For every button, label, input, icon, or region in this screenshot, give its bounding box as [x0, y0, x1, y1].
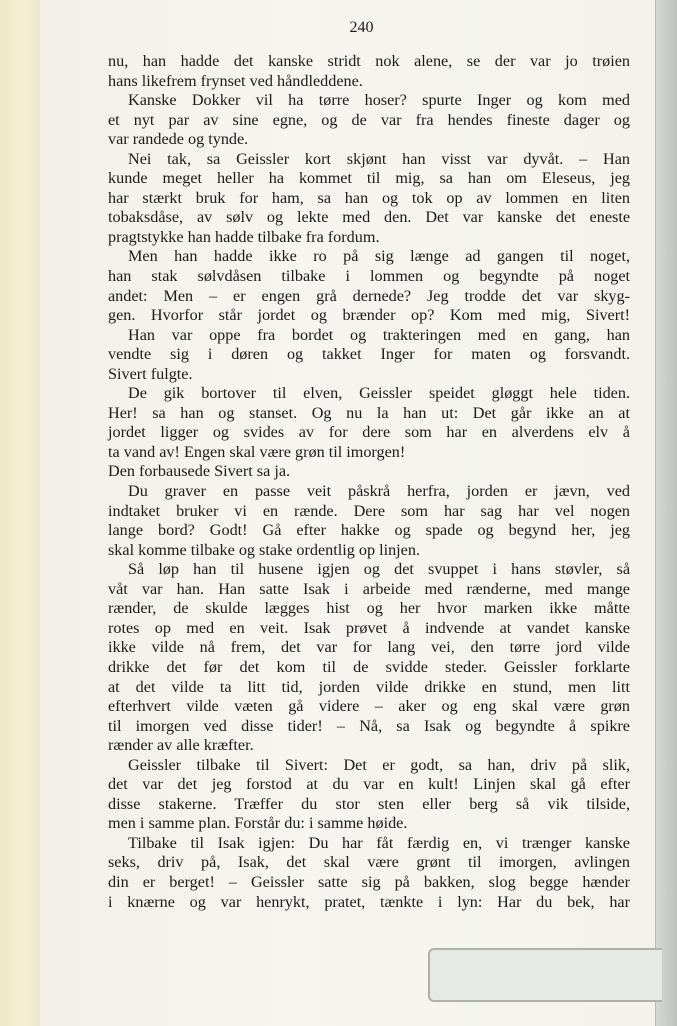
text-line: jordet ligger og svides av for dere som har en alverdens elv å	[108, 423, 630, 442]
text-line: har stærkt bruk for ham, sa han og tok op av lommen en liten	[108, 188, 630, 207]
text-line: Men han hadde ikke ro på sig længe ad gangen til noget,	[128, 247, 630, 266]
text-line: lange bord? Godt! Gå efter hakke og spade og begynd her, jeg	[108, 521, 630, 540]
text-line: Den forbausede Sivert sa ja.	[108, 462, 291, 481]
text-line: Så løp han til husene igjen og det svuppet i hans støvler, så	[128, 560, 630, 579]
text-line: seks, driv på, Isak, det skal være grønt til imorgen, avlingen	[108, 853, 630, 872]
text-line: Kanske Dokker vil ha tørre hoser? spurte Inger og kom med	[128, 91, 630, 110]
text-line: kunde meget heller ha kommet til mig, sa han om Eleseus, jeg	[108, 169, 630, 188]
text-line: ikke vilde nå frem, det var for lang vei, den tørre jord vilde	[108, 638, 630, 657]
text-line: andet: Men – er engen grå dernede? Jeg trodde det var skyg-	[108, 286, 630, 305]
text-line: disse stakerne. Træffer du stor sten eller berg så vik tilside,	[108, 794, 630, 813]
text-line: skal komme tilbake og stake ordentlig op linjen.	[108, 540, 420, 559]
text-line: rotes op med en veit. Isak prøvet å indvende at vandet kanske	[108, 618, 630, 637]
text-line: ta vand av! Engen skal være grøn til imorgen!	[108, 442, 406, 461]
text-line: vendte sig i døren og takket Inger for maten og forsvandt.	[108, 345, 630, 364]
text-line: gen. Hvorfor står jordet og brænder op? Kom med mig, Sivert!	[108, 306, 630, 325]
text-line: Du graver en passe veit påskrå herfra, jorden er jævn, ved	[128, 482, 630, 501]
text-line: pragtstykke han hadde tilbake fra fordum.	[108, 227, 380, 246]
page-number: 240	[349, 19, 374, 36]
text-line: Nei tak, sa Geissler kort skjønt han visst var dyvåt. – Han	[128, 149, 630, 168]
text-line: våt var han. Han satte Isak i arbeide med rænderne, med mange	[108, 579, 630, 598]
text-line: var randede og tynde.	[108, 130, 249, 149]
text-line: nu, han hadde det kanske stridt nok alene, se der var jo trøien	[108, 52, 630, 70]
text-line: De gik bortover til elven, Geissler speidet gløggt hele tiden.	[128, 384, 630, 403]
text-line: han stak sølvdåsen tilbake i lommen og begyndte på noget	[108, 267, 630, 286]
text-line: til imorgen ved disse tider! – Nå, sa Isak og begyndte å spikre	[108, 716, 630, 735]
text-line: tobaksdåse, av sølv og lekte med den. Det var kanske det eneste	[108, 208, 630, 227]
body-text	[108, 52, 630, 912]
text-line: i knærne og var henrykt, pratet, tænkte i lyn: Har du bek, har	[108, 892, 630, 911]
text-line: at det vilde ta litt tid, jorden vilde drikke en stund, men litt	[108, 677, 630, 696]
page-edge-left	[0, 0, 40, 1026]
text-line: efterhvert vilde væten gå videre – aker og eng skal være grøn	[108, 697, 630, 716]
text-line: indtaket bruker vi en rænde. Dere som har sag har vel nogen	[108, 501, 630, 520]
text-line: rænder av alle kræfter.	[108, 736, 254, 755]
text-line: et nyt par av sine egne, og de var fra hendes fineste dager og	[108, 110, 630, 129]
scan-edge-right	[655, 0, 677, 1026]
page-tab-marker	[428, 948, 662, 1002]
text-line: Han var oppe fra bordet og trakteringen med en gang, han	[128, 325, 630, 344]
text-line: det var det jeg forstod at du var en kult! Linjen skal gå efter	[108, 775, 630, 794]
text-line: din er berget! – Geissler satte sig på bakken, slog begge hænder	[108, 872, 630, 891]
text-line: hans likefrem frynset ved håndleddene.	[108, 71, 363, 90]
text-line: Tilbake til Isak igjen: Du har fåt færdig en, vi trænger kanske	[128, 833, 630, 852]
text-line: Sivert fulgte.	[108, 364, 193, 383]
text-line: Her! sa han og stanset. Og nu la han ut: Det går ikke an at	[108, 403, 630, 422]
text-line: rænder, de skulde lægges hist og her hvor marken ikke måtte	[108, 599, 630, 618]
text-line: Geissler tilbake til Sivert: Det er godt, sa han, driv på slik,	[128, 755, 630, 774]
text-line: drikke det før det kom til de svidde steder. Geissler forklarte	[108, 657, 630, 676]
text-line: men i samme plan. Forstår du: i samme høide.	[108, 814, 408, 833]
